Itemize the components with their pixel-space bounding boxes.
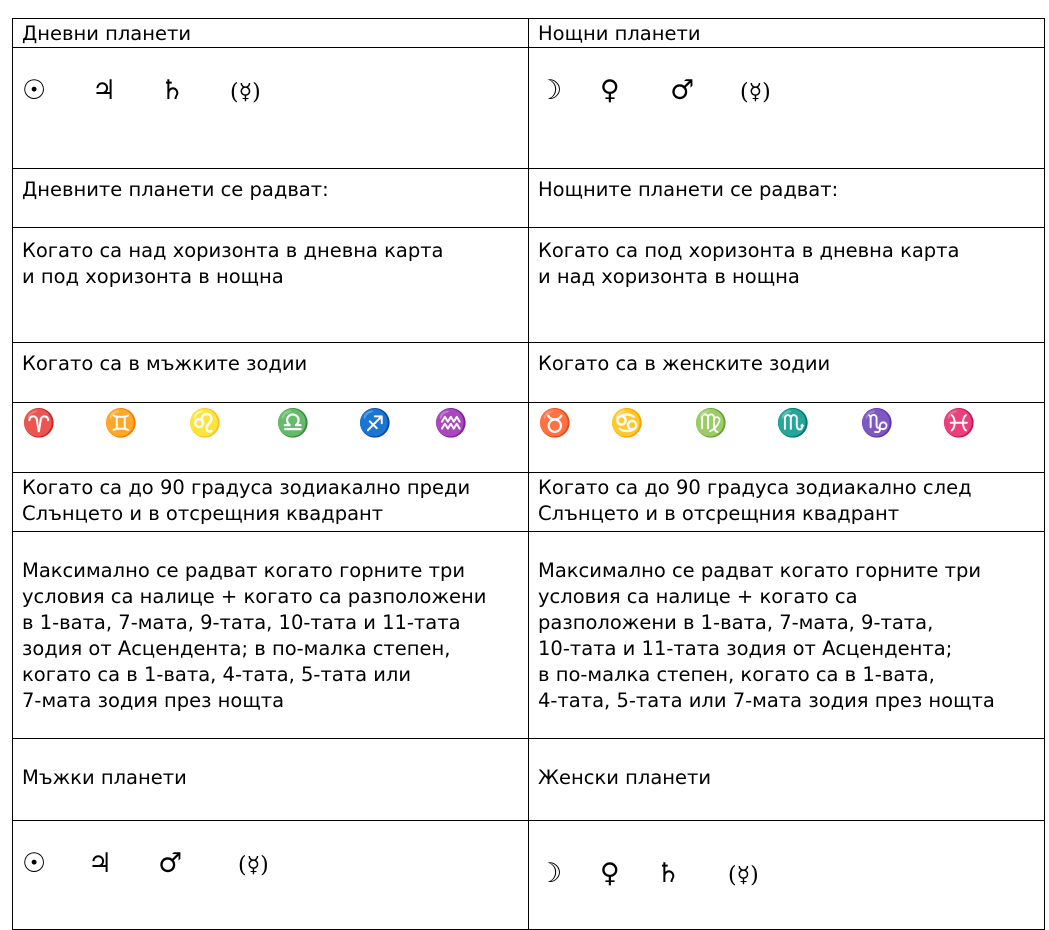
pisces-glyph: ♓	[942, 408, 976, 439]
venus-glyph: ♀	[600, 75, 620, 106]
day-horizon-condition	[13, 228, 529, 343]
moon-glyph: ☽	[538, 75, 563, 106]
night-maximum-rejoice	[529, 532, 1045, 739]
table-row	[13, 343, 1045, 403]
mercury-glyph: (☿)	[728, 863, 759, 888]
text-line: когато са в 1-вата, 4-тата, 5-тата или	[22, 663, 412, 686]
feminine-planets-heading: Женски планети	[529, 739, 1045, 821]
table-row	[13, 48, 1045, 169]
masculine-sign-symbols	[13, 403, 529, 473]
venus-glyph: ♀	[600, 858, 620, 889]
leo-glyph: ♌	[188, 408, 222, 439]
table-row	[13, 532, 1045, 739]
text-line: и над хоризонта в нощна	[538, 265, 800, 288]
table-row	[13, 473, 1045, 532]
text-line: зодия от Асцендента; в по-малка степен,	[22, 637, 451, 660]
night-horizon-condition	[529, 228, 1045, 343]
feminine-planet-symbols	[529, 821, 1045, 930]
capricorn-glyph: ♑	[860, 408, 894, 439]
mercury-glyph: (☿)	[740, 80, 771, 105]
planet-classification-table	[12, 18, 1045, 930]
table-row	[13, 228, 1045, 343]
mercury-glyph: (☿)	[238, 853, 269, 878]
night-planets-rejoice-heading: Нощните планети се радват:	[529, 169, 1045, 228]
text-line: и под хоризонта в нощна	[22, 265, 284, 288]
masculine-signs-condition: Когато са в мъжките зодии	[13, 343, 529, 403]
header-night-planets: Нощни планети	[529, 19, 1045, 48]
table-row	[13, 169, 1045, 228]
mars-glyph: ♂	[670, 75, 695, 106]
table-row	[13, 739, 1045, 821]
text-line: Когато са под хоризонта в дневна карта	[538, 239, 960, 262]
saturn-glyph: ♄	[160, 75, 185, 106]
sun-glyph: ☉	[22, 848, 47, 879]
table-row	[13, 19, 1045, 48]
virgo-glyph: ♍	[694, 408, 728, 439]
text-line: разположени в 1-вата, 7-мата, 9-тата,	[538, 611, 934, 634]
masculine-planet-symbols	[13, 821, 529, 930]
sun-glyph: ☉	[22, 75, 47, 106]
aries-glyph: ♈	[22, 408, 56, 439]
table-row	[13, 821, 1045, 930]
table-row	[13, 403, 1045, 473]
text-line: Когато са до 90 градуса зодиакално преди	[22, 476, 471, 499]
saturn-glyph: ♄	[656, 858, 681, 889]
text-line: Максимално се радват когато горните три	[538, 559, 982, 582]
sagittarius-glyph: ♐	[358, 408, 392, 439]
day-sun-quadrant-condition	[13, 473, 529, 532]
text-line: 7-мата зодия през нощта	[22, 689, 285, 712]
text-line: 4-тата, 5-тата или 7-мата зодия през нощта	[538, 689, 995, 712]
text-line: Слънцето и в отсрещния квадрант	[538, 502, 900, 525]
mars-glyph: ♂	[158, 848, 183, 879]
moon-glyph: ☽	[538, 858, 563, 889]
scorpio-glyph: ♏	[776, 408, 810, 439]
day-maximum-rejoice	[13, 532, 529, 739]
night-planet-symbols	[529, 48, 1045, 169]
text-line: Когато са до 90 градуса зодиакално след	[538, 476, 972, 499]
feminine-sign-symbols	[529, 403, 1045, 473]
text-line: условия са налице + когато са	[538, 585, 858, 608]
night-sun-quadrant-condition	[529, 473, 1045, 532]
jupiter-glyph: ♃	[88, 848, 113, 879]
feminine-signs-condition: Когато са в женските зодии	[529, 343, 1045, 403]
text-line: Слънцето и в отсрещния квадрант	[22, 502, 384, 525]
cancer-glyph: ♋	[610, 408, 644, 439]
text-line: в по-малка степен, когато са в 1-вата,	[538, 663, 935, 686]
text-line: 10-тата и 11-тата зодия от Асцендента;	[538, 637, 953, 660]
jupiter-glyph: ♃	[92, 75, 117, 106]
aquarius-glyph: ♒	[434, 408, 468, 439]
header-day-planets: Дневни планети	[13, 19, 529, 48]
taurus-glyph: ♉	[538, 408, 572, 439]
gemini-glyph: ♊	[104, 408, 138, 439]
day-planet-symbols	[13, 48, 529, 169]
libra-glyph: ♎	[276, 408, 310, 439]
text-line: условия са налице + когато са разположени	[22, 585, 487, 608]
masculine-planets-heading: Мъжки планети	[13, 739, 529, 821]
text-line: Когато са над хоризонта в дневна карта	[22, 239, 444, 262]
text-line: Максимално се радват когато горните три	[22, 559, 466, 582]
mercury-glyph: (☿)	[230, 80, 261, 105]
day-planets-rejoice-heading: Дневните планети се радват:	[13, 169, 529, 228]
text-line: в 1-вата, 7-мата, 9-тата, 10-тата и 11-тата	[22, 611, 461, 634]
